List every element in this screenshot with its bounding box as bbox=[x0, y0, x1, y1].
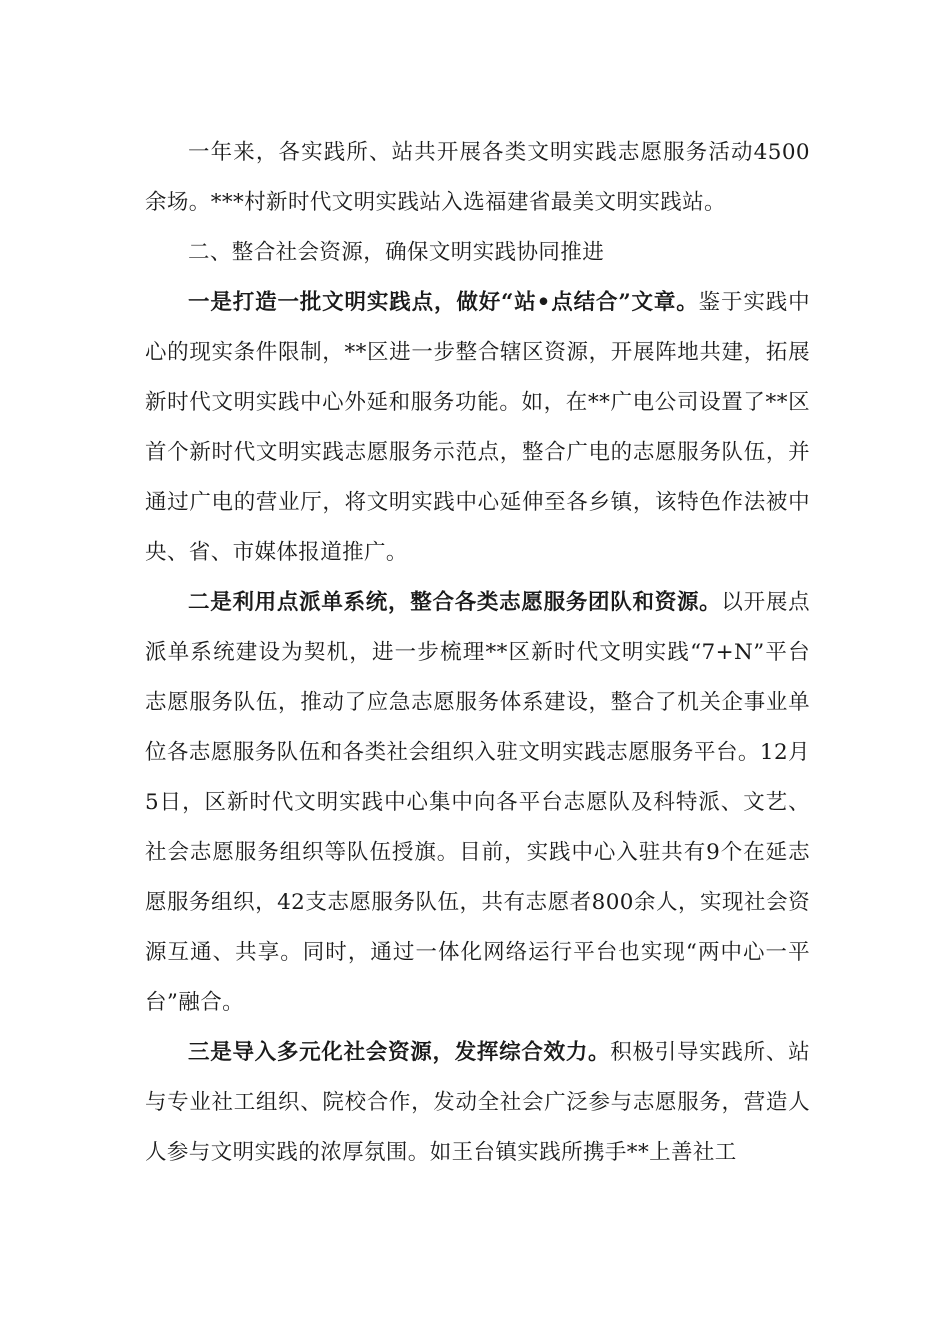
paragraph-body-dispatch-system: 以开展点派单系统建设为契机，进一步梳理**区新时代文明实践“7+N”平台志愿服务队伍，推动了应急志愿服务体系建设，整合了机关企事业单位各志愿服务队伍和各类社会组织入驻文明实践志愿服务平台。12月5日，区新时代文明实践中心集中向各平台志愿队及科特派、文艺、社会志愿服务组织等队伍授旗。目前，实践中心入驻共有9个在延志愿服务组织，42支志愿服务队伍，共有志愿者800余人，实现社会资源互通、共享。同时，通过一体化网络运行平台也实现“两中心一平台”融合。 bbox=[145, 590, 810, 1015]
paragraph-body-social-resources: 积极引导实践所、站与专业社工组织、院校合作，发动全社会广泛参与志愿服务，营造人人参与文明实践的浓厚氛围。如王台镇实践所携手**上善社工 bbox=[145, 1040, 810, 1165]
document-page bbox=[145, 128, 810, 1178]
paragraph-social-resources bbox=[145, 1028, 810, 1178]
paragraph-lead-practice-points: 一是打造一批文明实践点，做好“站•点结合”文章。 bbox=[188, 290, 699, 315]
paragraph-activity-summary: 一年来，各实践所、站共开展各类文明实践志愿服务活动4500余场。***村新时代文明实践站入选福建省最美文明实践站。 bbox=[145, 140, 810, 215]
paragraph-lead-dispatch-system: 二是利用点派单系统，整合各类志愿服务团队和资源。 bbox=[188, 590, 722, 615]
paragraph-dispatch-system bbox=[145, 578, 810, 1028]
paragraph-lead-social-resources: 三是导入多元化社会资源，发挥综合效力。 bbox=[188, 1040, 611, 1065]
paragraph-body-practice-points: 鉴于实践中心的现实条件限制，**区进一步整合辖区资源，开展阵地共建，拓展新时代文明实践中心外延和服务功能。如，在**广电公司设置了**区首个新时代文明实践志愿服务示范点，整合广电的志愿服务队伍，并通过广电的营业厅，将文明实践中心延伸至各乡镇，该特色作法被中央、省、市媒体报道推广。 bbox=[145, 290, 810, 565]
paragraph-practice-points bbox=[145, 278, 810, 578]
section-heading-integrate-resources: 二、整合社会资源，确保文明实践协同推进 bbox=[188, 240, 605, 265]
